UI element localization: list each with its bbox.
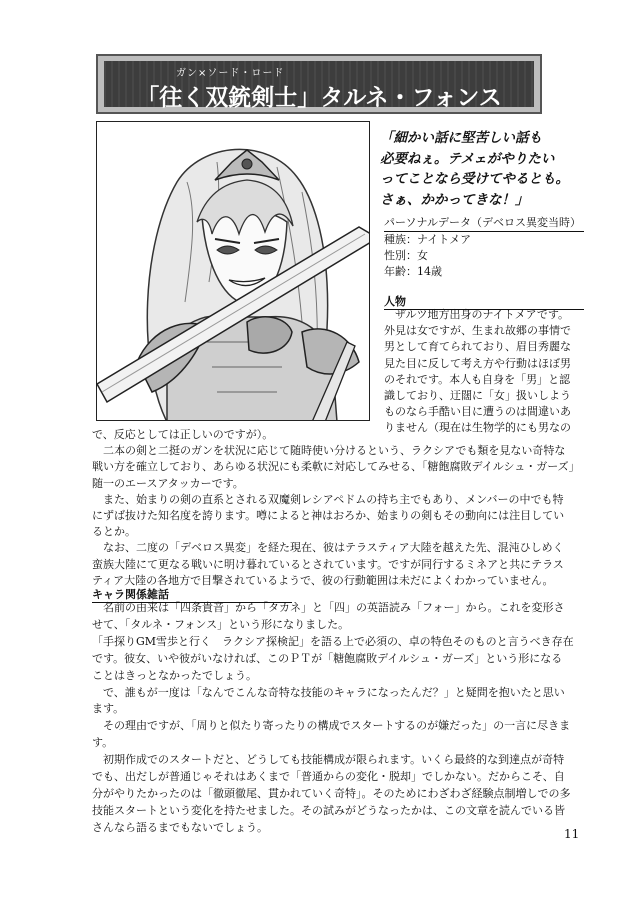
text-line: にずば抜けた知名度を誇ります。噂によると神はおろか、始まりの剣もその動向には注目してい bbox=[92, 509, 565, 523]
text-line: で、反応としては正しいのですが）。 bbox=[92, 428, 274, 441]
title-ruby: ガン×ソード・ロード bbox=[176, 68, 285, 79]
description-text bbox=[92, 427, 580, 589]
text-line: でも、出だしが普通じゃそれはあくまで「普通からの変化・脱却」でしかない。だからこそ、自 bbox=[92, 770, 565, 784]
personal-data-age: 年齢：14歳 bbox=[384, 265, 442, 278]
text-line: なお、二度の「デベロス異変」を経た現在、彼はテラスティア大陸を越えた先、混沌ひしめく bbox=[92, 541, 564, 555]
text-line: 男として育てられており、眉目秀麗な bbox=[384, 340, 571, 354]
character-quote bbox=[380, 128, 585, 210]
text-line: ます。 bbox=[92, 702, 125, 716]
text-line: 外見は女ですが、生まれ故郷の事情で bbox=[384, 324, 571, 338]
text-line: 「手探りGM雪歩と行く ラクシア探検記」を語る上で必須の、卓の特色そのものと言うべき存在 bbox=[92, 634, 574, 648]
text-line: 名前の由来は「四条貴音」から「タカネ」と「四」の英語読み「フォー」から。これを変形さ bbox=[92, 601, 565, 614]
text-line: 随一のエースアタッカーです。 bbox=[92, 476, 244, 490]
quote-line: 必要ねぇ。テメェがやりたい bbox=[380, 150, 555, 167]
text-line: 二本の剣と二挺のガンを状況に応じて随時使い分けるという、ラクシアでも類を見ない奇特な bbox=[92, 444, 566, 458]
text-line: です。彼女、いや彼がいなければ、このＰＴが「糖飽腐敗デイルシュ・ガーズ」という形になる bbox=[92, 651, 563, 665]
text-line: その理由ですが、「周りと似たり寄ったりの構成でスタートするのが嫌だった」の一言に尽きま bbox=[92, 719, 571, 733]
text-line: るとか。 bbox=[92, 525, 136, 539]
person-text bbox=[384, 307, 571, 437]
person-heading: 人物 bbox=[384, 293, 584, 310]
text-line: 見た目に反して考え方や行動はほぼ男 bbox=[384, 356, 571, 370]
text-line: 蛮族大陸にて更なる戦いに明け暮れているとされています。ですが同行するミネアと共にテラス bbox=[92, 557, 564, 571]
title-banner bbox=[96, 54, 542, 114]
character-portrait bbox=[96, 121, 370, 421]
personal-data-list bbox=[384, 232, 471, 280]
text-line: のそれです。本人も自身を「男」と認 bbox=[384, 372, 571, 386]
character-illustration bbox=[97, 122, 370, 421]
text-line: 技能スタートという変化を持たせました。その試みがどうなったかは、この文章を読んでいる皆 bbox=[92, 803, 565, 817]
personal-data-race: 種族：ナイトメア bbox=[384, 233, 472, 246]
text-line: りません（現在は生物学的にも男なの bbox=[384, 421, 571, 435]
title-banner-background bbox=[104, 61, 534, 111]
page-number: 11 bbox=[564, 827, 580, 841]
text-line: また、始まりの剣の直系とされる双魔剣レシアペドムの持ち主でもあり、メンバーの中でも特 bbox=[92, 492, 564, 506]
text-line: さんなら語るまでもないでしょう。 bbox=[92, 820, 268, 834]
text-line: 初期作成でのスタートだと、どうしても技能構成が限られます。いくら最終的な到達点が奇特 bbox=[92, 753, 565, 767]
text-line: ザルツ地方出身のナイトメアです。 bbox=[384, 308, 570, 321]
text-line: せて、「タルネ・フォンス」という形になりました。 bbox=[92, 617, 350, 631]
text-line: ものなら手酷い目に遭うのは間違いあ bbox=[384, 405, 571, 419]
quote-line: 「細かい話に堅苦しい話も bbox=[380, 130, 542, 146]
personal-data-heading: パーソナルデータ（デベロス異変当時） bbox=[384, 214, 584, 232]
text-line: で、誰もが一度は「なんでこんな奇特な技能のキャラになったんだ？」と疑問を抱いたと思い bbox=[92, 685, 565, 699]
text-line: ティア大陸の各地方で目撃されているようで、彼の行動範囲は未だによくわかっていません。 bbox=[92, 573, 554, 587]
chara-notes-text bbox=[92, 600, 574, 837]
text-line: 戦い方を確立しており、あらゆる状況にも柔軟に対応してみせる、「糖飽腐敗デイルシュ・ガーズ」 bbox=[92, 460, 580, 474]
text-line: 識しており、迂闊に「女」扱いしよう bbox=[384, 389, 571, 403]
quote-line: さぁ、かかってきな！」 bbox=[380, 191, 529, 208]
text-line: ことはきっとなかったでしょう。 bbox=[92, 668, 257, 682]
text-line: 分がやりたかったのは「徹頭徹尾、貫かれていく奇特」。そのためにわざわざ経験点制増しでの多 bbox=[92, 786, 571, 800]
quote-line: ってことなら受けてやるとも。 bbox=[380, 171, 569, 187]
text-line: す。 bbox=[92, 736, 114, 750]
chara-notes-heading: キャラ関係雑話 bbox=[92, 586, 292, 603]
page-title: 「往く双銃剣士」タルネ・フォンス bbox=[136, 85, 502, 111]
personal-data-sex: 性別：女 bbox=[384, 249, 428, 262]
